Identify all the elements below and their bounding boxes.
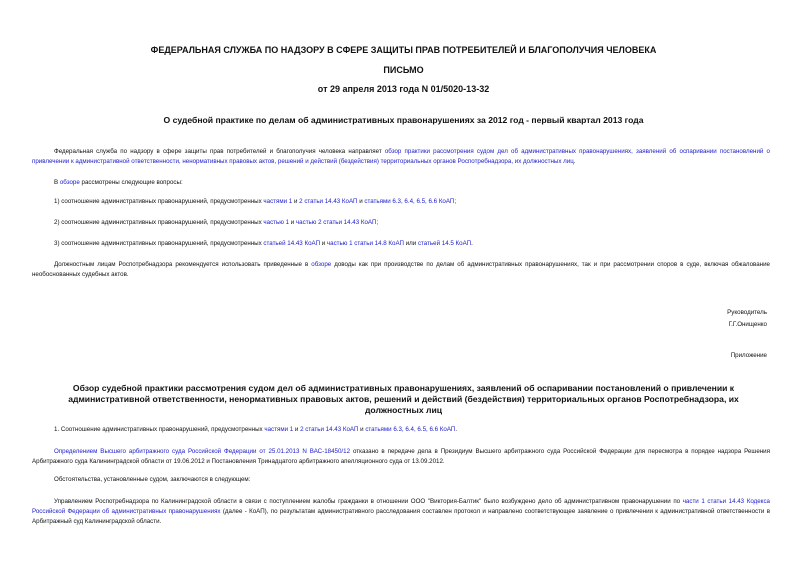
appendix-label: Приложение: [730, 352, 767, 359]
text: 2) соотношение административных правонарушений, предусмотренных: [54, 219, 264, 226]
law-link[interactable]: 2 статьи 14.43 КоАП: [299, 198, 358, 205]
text: .: [471, 240, 473, 247]
case-paragraph: [32, 497, 770, 527]
text: 1) соотношение административных правонарушений, предусмотренных: [54, 198, 264, 205]
signatory-role: Руководитель: [727, 309, 767, 316]
law-link[interactable]: статьями 6.3, 6.4, 6.5, 6.6 КоАП: [364, 198, 455, 205]
text: и: [357, 198, 365, 205]
text: и: [358, 426, 366, 433]
intro-text-end: .: [573, 158, 576, 165]
question-2: [54, 219, 378, 226]
review-link[interactable]: обзоре: [59, 179, 80, 186]
text: доводы как при производстве по делам об административных правонарушениях, так и при рассмотрении споров в суде, включая обжалование необоснованных судебных актов.: [32, 261, 770, 278]
text: 1. Соотношение административных правонарушений, предусмотренных: [54, 426, 265, 433]
law-link[interactable]: частью 1: [263, 219, 290, 226]
law-link[interactable]: частью 2 статьи 14.43 КоАП: [295, 219, 377, 226]
facts-intro: Обстоятельства, установленные судом, заключаются в следующем:: [54, 476, 251, 483]
text: В: [54, 179, 60, 186]
law-link[interactable]: статьей 14.5 КоАП: [417, 240, 472, 247]
text: .: [455, 426, 458, 433]
document-subject: О судебной практике по делам об административных правонарушениях за 2012 год - первый квартал 2013 года: [163, 115, 644, 125]
text: и: [292, 198, 300, 205]
text: и: [320, 240, 327, 247]
review-link[interactable]: обзор практики рассмотрения судом дел об административных правонарушениях, заявлений об оспаривании постановлений о привлечении к административной ответственности, ненормативных правовых актов, решений и действий (бездействия) территориальных органов Роспотребнадзора, их должностных лиц: [32, 148, 770, 165]
law-link[interactable]: статьей 14.43 КоАП: [263, 240, 321, 247]
review-questions-intro: [54, 179, 183, 186]
law-link[interactable]: статьями 6.3, 6.4, 6.5, 6.6 КоАП: [365, 426, 456, 433]
text: рассмотрены следующие вопросы:: [79, 179, 183, 186]
law-link[interactable]: частями 1: [264, 426, 294, 433]
text: отказано в передаче дела в Президиум Высшего арбитражного суда Российской Федерации для пересмотра в порядке надзора Решения Арбитражного суда Калининградской области от 19.06.2012 и Постановления Тринадцатого арбитражного апелляционного суда от 13.09.2012.: [32, 448, 770, 465]
text: 3) соотношение административных правонарушений, предусмотренных: [54, 240, 264, 247]
question-3: [54, 240, 473, 247]
law-link[interactable]: 2 статьи 14.43 КоАП: [300, 426, 359, 433]
law-link[interactable]: части 1 статьи 14.43 Кодекса Российской Федерации об административных правонарушениях: [32, 498, 770, 515]
ruling-paragraph: [32, 447, 770, 467]
court-ruling-link[interactable]: Определением Высшего арбитражного суда Российской Федерации от 25.01.2013 N ВАС-18450/12: [54, 448, 351, 455]
overview-title: Обзор судебной практики рассмотрения судом дел об административных правонарушениях, заявлений об оспаривании постановлений о привлечении к административной ответственности, ненормативных правовых актов, решений и действий (бездействия) территориальных органов Роспотребнадзора, их должностных лиц: [68, 383, 739, 415]
question-1: [54, 198, 456, 205]
text: (далее - КоАП), по результатам административного расследования составлен протокол и направлено соответствующее заявление о привлечении к административной ответственности в Арбитражный суд Калининградской области.: [32, 508, 770, 525]
text: Управлением Роспотребнадзора по Калининградской области в связи с поступлением жалобы гражданки в отношении ООО "Виктория-Балтик" было возбуждено дело об административном правонарушении по: [54, 498, 683, 505]
recommendation-paragraph: [32, 260, 770, 280]
section-1-heading: [54, 426, 457, 433]
law-link[interactable]: частями 1: [263, 198, 293, 205]
review-link[interactable]: обзоре: [311, 261, 332, 268]
text: и: [289, 219, 296, 226]
signatory-name: Г.Г.Онищенко: [728, 321, 767, 328]
text: или: [403, 240, 418, 247]
text: и: [293, 426, 301, 433]
document-date-number: от 29 апреля 2013 года N 01/5020-13-32: [317, 84, 490, 94]
document-type: ПИСЬМО: [383, 65, 424, 75]
text: Должностным лицам Роспотребнадзора рекомендуется использовать приведенные в: [54, 261, 312, 268]
intro-paragraph: [32, 147, 770, 167]
text: ;: [376, 219, 379, 226]
agency-title: ФЕДЕРАЛЬНАЯ СЛУЖБА ПО НАДЗОРУ В СФЕРЕ ЗАЩИТЫ ПРАВ ПОТРЕБИТЕЛЕЙ И БЛАГОПОЛУЧИЯ ЧЕЛОВЕКА: [150, 45, 657, 55]
intro-text: Федеральная служба по надзору в сфере защиты прав потребителей и благополучия человека направляет: [54, 148, 385, 155]
text: ;: [454, 198, 457, 205]
law-link[interactable]: частью 1 статьи 14.8 КоАП: [326, 240, 404, 247]
